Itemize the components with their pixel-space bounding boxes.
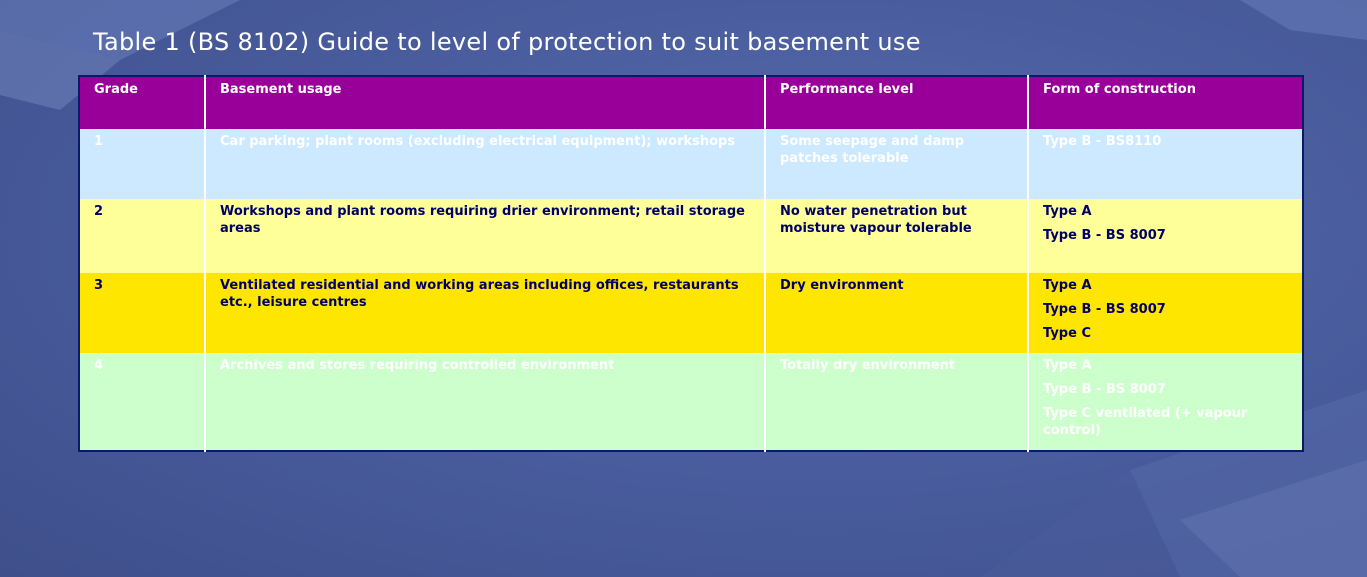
usage-cell: Ventilated residential and working areas including offices, restaurants etc., leisure centres — [205, 273, 765, 353]
header-form-of-construction: Form of construction — [1028, 76, 1303, 129]
table-row — [79, 273, 1303, 353]
construction-cell — [1028, 129, 1303, 199]
construction-item: Type B - BS 8007 — [1043, 228, 1166, 243]
performance-cell: Totally dry environment — [765, 353, 1028, 451]
construction-cell — [1028, 273, 1303, 353]
table-row — [79, 129, 1303, 199]
construction-item: Type B - BS8110 — [1043, 134, 1162, 149]
header-grade: Grade — [79, 76, 205, 129]
performance-cell: Some seepage and damp patches tolerable — [765, 129, 1028, 199]
construction-item: Type C — [1043, 326, 1091, 341]
construction-item: Type A — [1043, 204, 1092, 219]
header-basement-usage: Basement usage — [205, 76, 765, 129]
table-row — [79, 199, 1303, 273]
performance-cell: No water penetration but moisture vapour tolerable — [765, 199, 1028, 273]
construction-cell — [1028, 353, 1303, 451]
usage-cell: Archives and stores requiring controlled environment — [205, 353, 765, 451]
grade-cell: 4 — [79, 353, 205, 451]
header-performance-level: Performance level — [765, 76, 1028, 129]
table-header-row — [79, 76, 1303, 129]
usage-cell: Workshops and plant rooms requiring drier environment; retail storage areas — [205, 199, 765, 273]
page-title: Table 1 (BS 8102) Guide to level of protection to suit basement use — [93, 28, 921, 56]
grade-cell: 1 — [79, 129, 205, 199]
table-row — [79, 353, 1303, 451]
protection-table — [78, 75, 1304, 452]
construction-item: Type A — [1043, 278, 1092, 293]
construction-item: Type B - BS 8007 — [1043, 382, 1166, 397]
construction-cell — [1028, 199, 1303, 273]
grade-cell: 3 — [79, 273, 205, 353]
usage-cell: Car parking; plant rooms (excluding electrical equipment); workshops — [205, 129, 765, 199]
construction-item: Type C ventilated (+ vapour control) — [1043, 406, 1248, 438]
construction-item: Type B - BS 8007 — [1043, 302, 1166, 317]
performance-cell: Dry environment — [765, 273, 1028, 353]
grade-cell: 2 — [79, 199, 205, 273]
construction-item: Type A — [1043, 358, 1092, 373]
